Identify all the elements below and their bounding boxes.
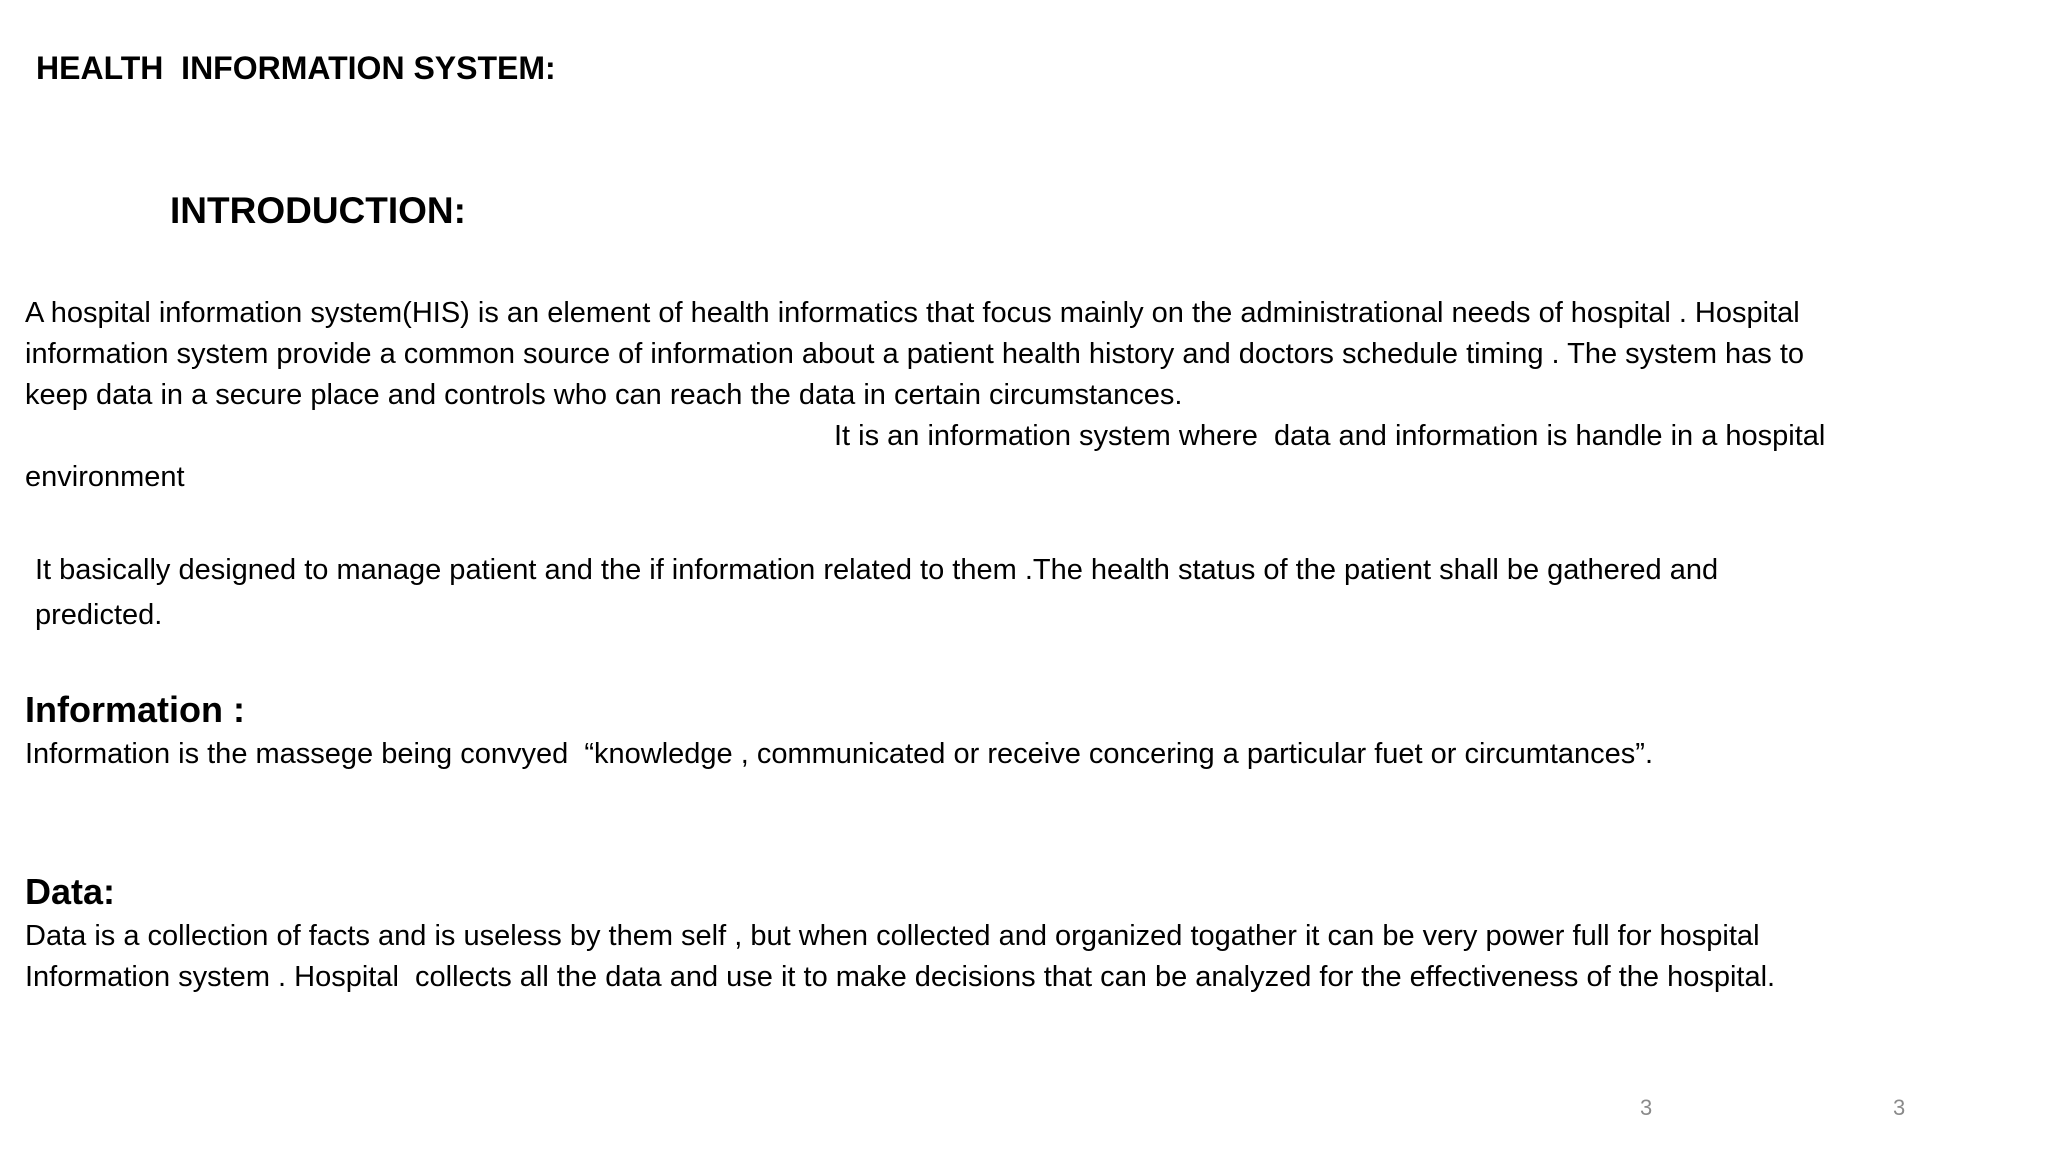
paragraph-line: Information system . Hospital collects all the data and use it to make decisions that can be analyzed for the effectiveness of the hospital. [25,961,1776,993]
paragraph-line: A hospital information system(HIS) is an element of health informatics that focus mainly on the administrational needs of hospital . Hospital [25,297,1800,329]
paragraph-line: keep data in a secure place and controls who can reach the data in certain circumstances. [25,379,1183,411]
page-number: 3 [1640,1095,1653,1120]
paragraph-line: Data is a collection of facts and is useless by them self , but when collected and organized togather it can be very power full for hospital [25,920,1760,952]
slide-title: HEALTH INFORMATION SYSTEM: [36,50,556,86]
paragraph-line: information system provide a common source of information about a patient health history and doctors schedule timing . The system has to [25,338,1805,370]
page-number: 3 [1893,1095,1906,1120]
paragraph-line: It is an information system where data and information is handle in a hospital [834,420,1826,452]
paragraph-line: It basically designed to manage patient and the if information related to them .The health status of the patient shall be gathered and [35,554,1719,586]
information-definition: Information is the massege being convyed “knowledge , communicated or receive concering a particular fuet or circumtances”. [25,738,1654,770]
introduction-heading: INTRODUCTION: [170,190,466,231]
paragraph-line: predicted. [35,599,163,631]
information-heading: Information : [25,689,245,730]
data-heading: Data: [25,871,116,912]
paragraph-line: environment [25,461,185,493]
